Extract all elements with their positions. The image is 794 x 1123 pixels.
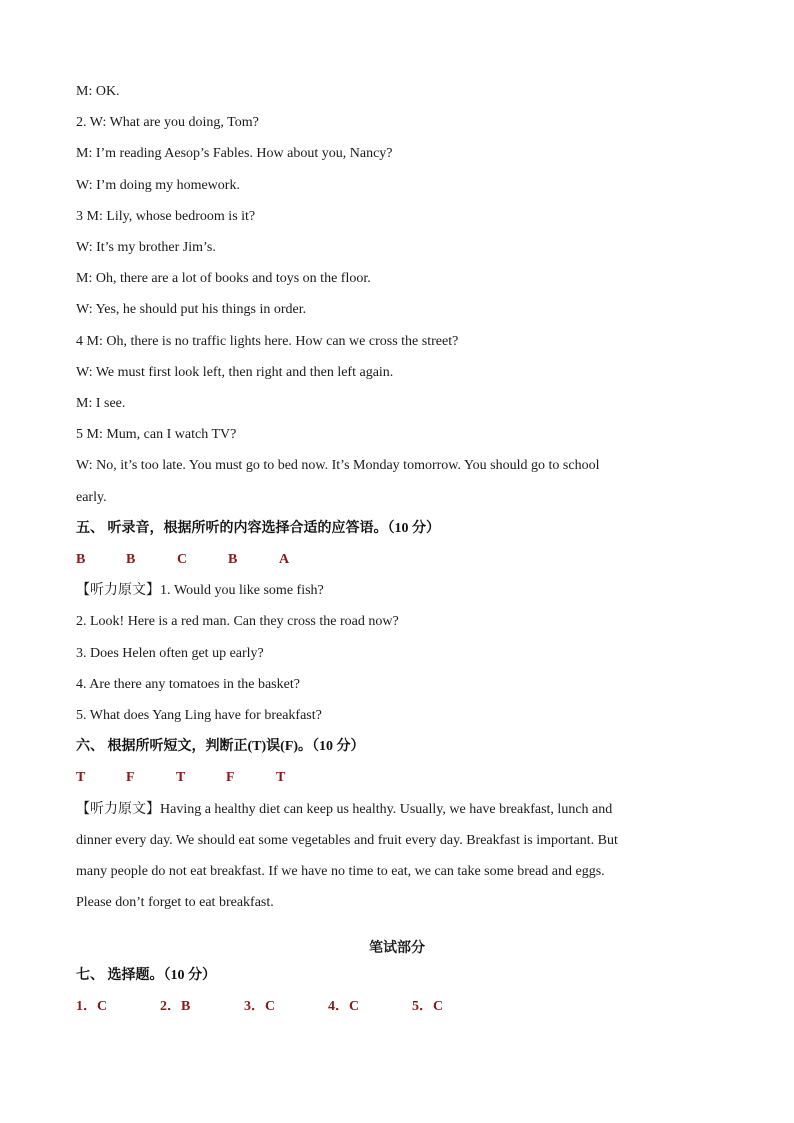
dialogue-line: W: No, it’s too late. You must go to bed now. It’s Monday tomorrow. You should go to school — [76, 458, 600, 473]
answer-item: 1．C — [76, 999, 108, 1014]
transcript-line: 4. Are there any tomatoes in the basket? — [76, 677, 300, 692]
dialogue-line: W: We must first look left, then right and then left again. — [76, 365, 394, 380]
section5-heading: 五、 听录音，根据所听的内容选择合适的应答语。（10 分） — [76, 521, 440, 536]
transcript-line — [76, 801, 612, 819]
section6-heading: 六、 根据所听短文，判断正(T)误(F)。（10 分） — [76, 739, 365, 754]
answer-item: 2．B — [160, 999, 191, 1014]
dialogue-line: 3 M: Lily, whose bedroom is it? — [76, 209, 256, 224]
dialogue-line: W: It’s my brother Jim’s. — [76, 240, 216, 255]
answer-item: F — [226, 770, 235, 785]
dialogue-line: M: OK. — [76, 84, 120, 99]
dialogue-line: 5 M: Mum, can I watch TV? — [76, 427, 237, 442]
dialogue-line: W: I’m doing my homework. — [76, 178, 240, 193]
transcript-line: 5. What does Yang Ling have for breakfast? — [76, 708, 322, 723]
dialogue-line: 4 M: Oh, there is no traffic lights here. How can we cross the street? — [76, 334, 459, 349]
answer-item: B — [76, 552, 86, 567]
answer-item: C — [177, 552, 188, 567]
answer-item: T — [76, 770, 86, 785]
answer-item: B — [228, 552, 238, 567]
dialogue-line: W: Yes, he should put his things in order. — [76, 302, 307, 317]
transcript-text: Having a healthy diet can keep us healthy. Usually, we have breakfast, lunch and — [160, 802, 613, 817]
answer-item: 4．C — [328, 999, 360, 1014]
dialogue-line: M: Oh, there are a lot of books and toys on the floor. — [76, 271, 371, 286]
written-part-title: 笔试部分 — [369, 941, 425, 956]
transcript-label: 【听力原文】 — [76, 802, 160, 817]
dialogue-line: M: I see. — [76, 396, 126, 411]
answer-item: 5．C — [412, 999, 444, 1014]
answer-item: 3．C — [244, 999, 276, 1014]
dialogue-line: early. — [76, 490, 107, 505]
answer-item: F — [126, 770, 135, 785]
section7-heading: 七、 选择题。（10 分） — [76, 968, 216, 983]
transcript-line: many people do not eat breakfast. If we have no time to eat, we can take some bread and eggs. — [76, 864, 605, 879]
dialogue-line: M: I’m reading Aesop’s Fables. How about you, Nancy? — [76, 146, 393, 161]
transcript-line: 2. Look! Here is a red man. Can they cross the road now? — [76, 614, 399, 629]
transcript-line: Please don’t forget to eat breakfast. — [76, 895, 274, 910]
answer-item: T — [176, 770, 186, 785]
answer-item: A — [279, 552, 290, 567]
transcript-line: 3. Does Helen often get up early? — [76, 646, 264, 661]
transcript-label: 【听力原文】 — [76, 583, 160, 598]
answer-item: T — [276, 770, 286, 785]
transcript-text: 1. Would you like some fish? — [160, 583, 324, 598]
section6-answers — [76, 769, 336, 787]
answer-item: B — [126, 552, 136, 567]
transcript-line — [76, 582, 324, 600]
section7-answers — [76, 998, 476, 1016]
transcript-line: dinner every day. We should eat some vegetables and fruit every day. Breakfast is important. But — [76, 833, 618, 848]
dialogue-line: 2. W: What are you doing, Tom? — [76, 115, 259, 130]
section5-answers — [76, 551, 336, 569]
